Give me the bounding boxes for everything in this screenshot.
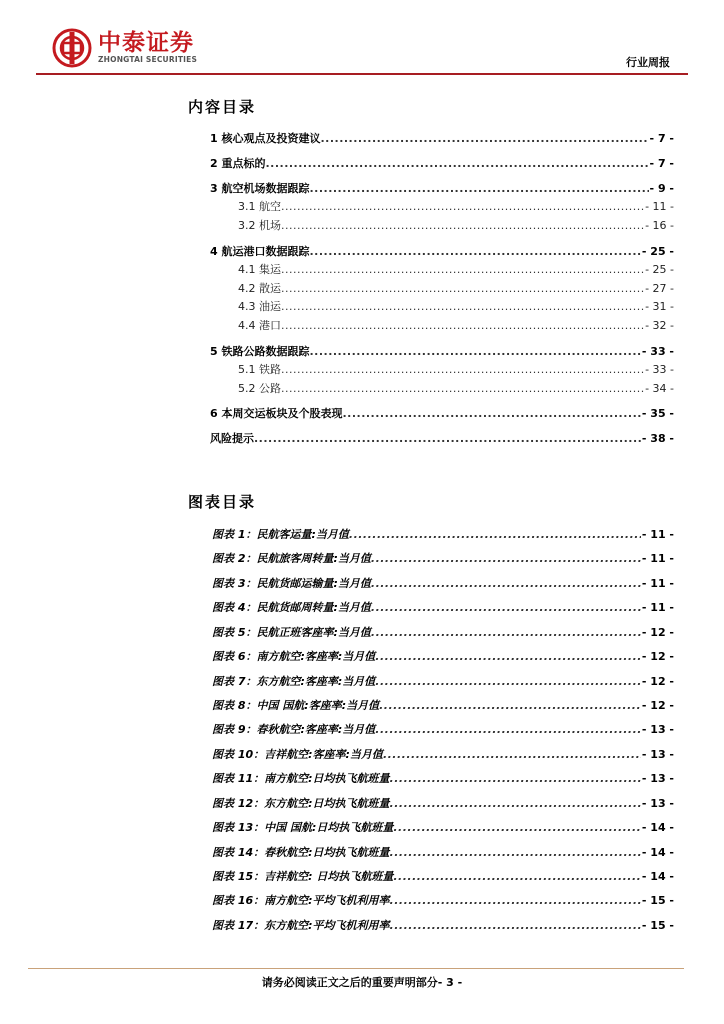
- dot-leader: [254, 432, 641, 445]
- toc-subentry[interactable]: [238, 261, 674, 277]
- dot-leader: [309, 345, 640, 358]
- toc-subentry[interactable]: [238, 361, 674, 377]
- dot-leader: [390, 919, 641, 932]
- figure-entry-page: - 13 -: [641, 723, 674, 736]
- dot-leader: [309, 245, 640, 258]
- header-divider: [36, 73, 688, 75]
- company-logo: [52, 28, 197, 68]
- figure-entry[interactable]: [212, 721, 674, 737]
- figure-entry[interactable]: [212, 868, 674, 884]
- dot-leader: [371, 577, 641, 590]
- dot-leader: [281, 363, 644, 376]
- dot-leader: [390, 846, 641, 859]
- dot-leader: [371, 626, 641, 639]
- figure-entry-page: - 11 -: [641, 601, 674, 614]
- figure-entry-label: 图表 3：民航货邮运输量:当月值: [212, 577, 371, 590]
- figures-title: 图表目录: [188, 493, 257, 511]
- page-footer: [0, 974, 724, 990]
- toc-entry-label: 3.1 航空: [238, 200, 281, 213]
- figure-entry[interactable]: [212, 526, 674, 542]
- figure-entry[interactable]: [212, 892, 674, 908]
- figure-entry-page: - 14 -: [641, 821, 674, 834]
- figure-entry-page: - 13 -: [641, 772, 674, 785]
- dot-leader: [390, 797, 641, 810]
- figure-entry[interactable]: [212, 795, 674, 811]
- figure-entry[interactable]: [212, 624, 674, 640]
- toc-entry-label: 5.2 公路: [238, 382, 281, 395]
- footer-divider: [28, 968, 684, 969]
- dot-leader: [320, 132, 648, 145]
- toc-entry[interactable]: [210, 130, 674, 146]
- toc-entry-label: 3.2 机场: [238, 219, 281, 232]
- dot-leader: [390, 894, 641, 907]
- toc-subentry[interactable]: [238, 198, 674, 214]
- toc-entry-page: - 32 -: [645, 319, 674, 332]
- figure-entry-label: 图表 9：春秋航空:客座率:当月值: [212, 723, 376, 736]
- figure-entry[interactable]: [212, 673, 674, 689]
- figure-entry-page: - 12 -: [641, 626, 674, 639]
- toc-entry-label: 6 本周交运板块及个股表现: [210, 407, 343, 420]
- figure-entry-page: - 14 -: [641, 870, 674, 883]
- report-type: 行业周报: [626, 56, 670, 69]
- figure-entry-label: 图表 7：东方航空:客座率:当月值: [212, 675, 376, 688]
- toc-entry-label: 1 核心观点及投资建议: [210, 132, 321, 145]
- dot-leader: [309, 182, 648, 195]
- toc-entry-page: - 33 -: [641, 345, 674, 358]
- page-header: [0, 0, 724, 80]
- figure-entry[interactable]: [212, 917, 674, 933]
- dot-leader: [375, 650, 641, 663]
- dot-leader: [349, 528, 641, 541]
- figure-entry-label: 图表 14：春秋航空:日均执飞航班量: [212, 846, 390, 859]
- toc-subentry[interactable]: [238, 298, 674, 314]
- toc-entry-label: 风险提示: [210, 432, 254, 445]
- figure-entry[interactable]: [212, 575, 674, 591]
- figure-entry[interactable]: [212, 648, 674, 664]
- figure-entry-label: 图表 16：南方航空:平均飞机利用率: [212, 894, 390, 907]
- figure-entry-page: - 12 -: [641, 650, 674, 663]
- toc-entry-page: - 35 -: [641, 407, 674, 420]
- dot-leader: [281, 300, 644, 313]
- figure-entry-page: - 12 -: [641, 675, 674, 688]
- figure-entry-label: 图表 5：民航正班客座率:当月值: [212, 626, 371, 639]
- figure-entry-label: 图表 4：民航货邮周转量:当月值: [212, 601, 371, 614]
- company-name-cn: 中泰证券: [98, 30, 194, 56]
- toc-entry-label: 5 铁路公路数据跟踪: [210, 345, 310, 358]
- toc-entry[interactable]: [210, 243, 674, 259]
- toc-entry-label: 4.2 散运: [238, 282, 281, 295]
- toc-subentry[interactable]: [238, 317, 674, 333]
- toc-entry-page: - 34 -: [645, 382, 674, 395]
- toc-entry-page: - 38 -: [641, 432, 674, 445]
- figure-entry-label: 图表 1：民航客运量:当月值: [212, 528, 349, 541]
- figure-entry[interactable]: [212, 770, 674, 786]
- disclaimer-notice: 请务必阅读正文之后的重要声明部分: [261, 976, 438, 989]
- toc-entry-label: 4.4 港口: [238, 319, 281, 332]
- figure-entry-page: - 11 -: [641, 577, 674, 590]
- toc-entry[interactable]: [210, 405, 674, 421]
- figure-entry-page: - 11 -: [641, 552, 674, 565]
- toc-entry-page: - 16 -: [645, 219, 674, 232]
- figure-entry[interactable]: [212, 550, 674, 566]
- dot-leader: [375, 723, 641, 736]
- figure-entry-page: - 13 -: [641, 797, 674, 810]
- page-number: - 3 -: [437, 976, 463, 989]
- figure-entry-label: 图表 13：中国 国航:日均执飞航班量: [212, 821, 394, 834]
- toc-entry-page: - 9 -: [649, 182, 674, 195]
- dot-leader: [265, 157, 648, 170]
- dot-leader: [393, 870, 641, 883]
- figure-entry-label: 图表 15：吉祥航空: 日均执飞航班量: [212, 870, 394, 883]
- zhongtai-logo-icon: [52, 28, 92, 68]
- dot-leader: [379, 699, 641, 712]
- dot-leader: [393, 821, 641, 834]
- dot-leader: [281, 382, 644, 395]
- figure-entry[interactable]: [212, 599, 674, 615]
- dot-leader: [383, 748, 641, 761]
- figure-entry-label: 图表 8：中国 国航:客座率:当月值: [212, 699, 380, 712]
- figure-entry[interactable]: [212, 697, 674, 713]
- dot-leader: [390, 772, 641, 785]
- toc-entry-label: 4 航运港口数据跟踪: [210, 245, 310, 258]
- toc-entry-page: - 7 -: [649, 132, 674, 145]
- figure-entry-label: 图表 12：东方航空:日均执飞航班量: [212, 797, 390, 810]
- toc-entry-label: 5.1 铁路: [238, 363, 281, 376]
- figure-entry-page: - 13 -: [641, 748, 674, 761]
- toc-entry-label: 3 航空机场数据跟踪: [210, 182, 310, 195]
- toc-entry-page: - 25 -: [645, 263, 674, 276]
- toc-entry-page: - 31 -: [645, 300, 674, 313]
- toc-entry-page: - 11 -: [645, 200, 674, 213]
- figure-entry-page: - 15 -: [641, 919, 674, 932]
- contents-title: 内容目录: [188, 98, 257, 116]
- toc-entry-page: - 25 -: [641, 245, 674, 258]
- dot-leader: [371, 601, 641, 614]
- toc-entry[interactable]: [210, 180, 674, 196]
- dot-leader: [281, 282, 644, 295]
- toc-entry-label: 4.3 油运: [238, 300, 281, 313]
- figure-entry-page: - 12 -: [641, 699, 674, 712]
- figure-entry[interactable]: [212, 819, 674, 835]
- figure-entry-page: - 14 -: [641, 846, 674, 859]
- dot-leader: [281, 319, 644, 332]
- toc-entry-page: - 27 -: [645, 282, 674, 295]
- dot-leader: [281, 219, 644, 232]
- dot-leader: [375, 675, 641, 688]
- company-name-en: ZHONGTAI SECURITIES: [98, 55, 198, 64]
- toc-entry-page: - 7 -: [649, 157, 674, 170]
- toc-entry[interactable]: [210, 430, 674, 446]
- dot-leader: [371, 552, 641, 565]
- figure-entry[interactable]: [212, 746, 674, 762]
- dot-leader: [281, 200, 644, 213]
- figure-entry-label: 图表 6：南方航空:客座率:当月值: [212, 650, 376, 663]
- toc-entry[interactable]: [210, 155, 674, 171]
- toc-entry-label: 4.1 集运: [238, 263, 281, 276]
- figure-entry-page: - 15 -: [641, 894, 674, 907]
- figure-entry-page: - 11 -: [641, 528, 674, 541]
- figure-entry-label: 图表 10：吉祥航空:客座率:当月值: [212, 748, 383, 761]
- figure-entry-label: 图表 17：东方航空:平均飞机利用率: [212, 919, 390, 932]
- figure-entry[interactable]: [212, 844, 674, 860]
- figure-entry-label: 图表 11：南方航空:日均执飞航班量: [212, 772, 390, 785]
- toc-subentry[interactable]: [238, 280, 674, 296]
- toc-subentry[interactable]: [238, 217, 674, 233]
- dot-leader: [281, 263, 644, 276]
- toc-entry-label: 2 重点标的: [210, 157, 266, 170]
- toc-entry-page: - 33 -: [645, 363, 674, 376]
- figure-entry-label: 图表 2：民航旅客周转量:当月值: [212, 552, 371, 565]
- toc-entry[interactable]: [210, 343, 674, 359]
- toc-subentry[interactable]: [238, 380, 674, 396]
- dot-leader: [342, 407, 640, 420]
